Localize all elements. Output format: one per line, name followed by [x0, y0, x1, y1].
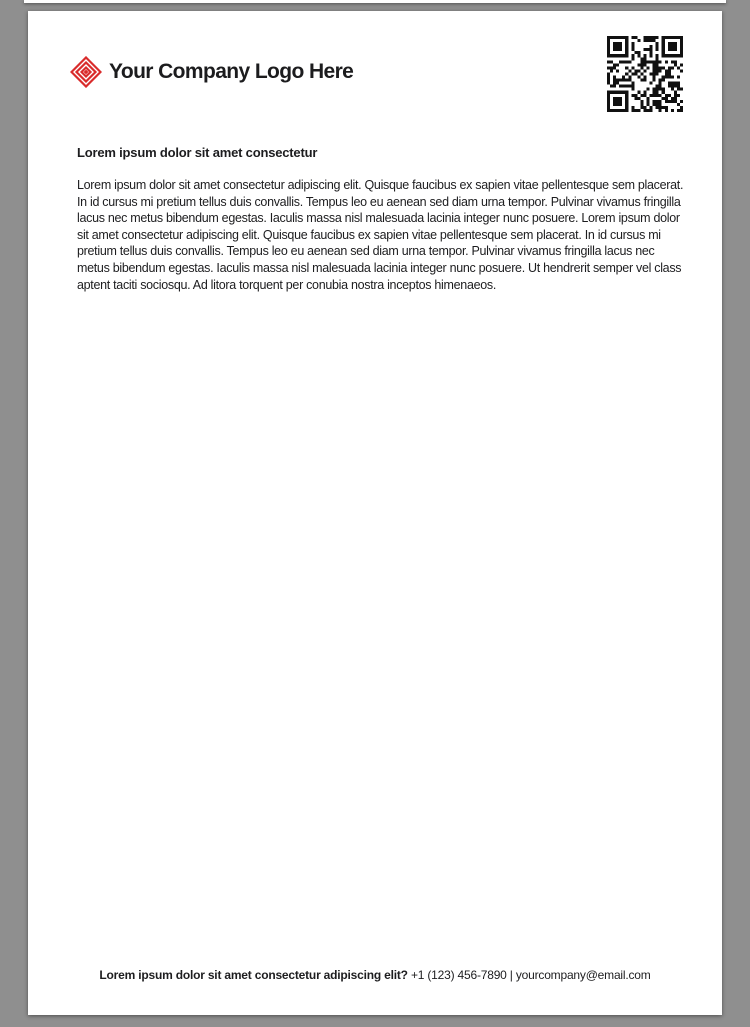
footer-separator: |: [509, 968, 513, 982]
footer-email: yourcompany@email.com: [515, 968, 651, 982]
document-page: [28, 11, 722, 1015]
document-paragraph: Lorem ipsum dolor sit amet consectetur adipiscing elit. Quisque faucibus ex sapien vitae pellentesque sem placerat. In id cursus mi pretium tellus duis convallis. Tempus leo eu aenean sed diam urna tempor. Pulvinar vivamus fringilla lacus nec metus bibendum egestas. Iaculis massa nisl malesuada lacinia integer nunc posuere. Lorem ipsum dolor sit amet consectetur adipiscing elit. Quisque faucibus ex sapien vitae pellentesque sem placerat. In id cursus mi pretium tellus duis convallis. Tempus leo eu aenean sed diam urna tempor. Pulvinar vivamus fringilla lacus nec metus bibendum egestas. Iaculis massa nisl malesuada lacinia integer nunc posuere. Ut hendrerit semper vel class aptent taciti sociosqu. Ad litora torquent per conubia nostra inceptos himenaeos.: [77, 178, 684, 292]
previous-page-edge: [24, 0, 726, 3]
footer-phone: +1 (123) 456-7890: [410, 968, 507, 982]
company-logo: [70, 56, 353, 88]
qr-code: [607, 36, 683, 112]
footer: [28, 968, 722, 982]
striped-diamond-icon: [70, 56, 102, 88]
document-heading: Lorem ipsum dolor sit amet consectetur: [77, 145, 318, 160]
logo-text: Your Company Logo Here: [109, 60, 354, 83]
footer-question: Lorem ipsum dolor sit amet consectetur adipiscing elit?: [99, 968, 408, 982]
